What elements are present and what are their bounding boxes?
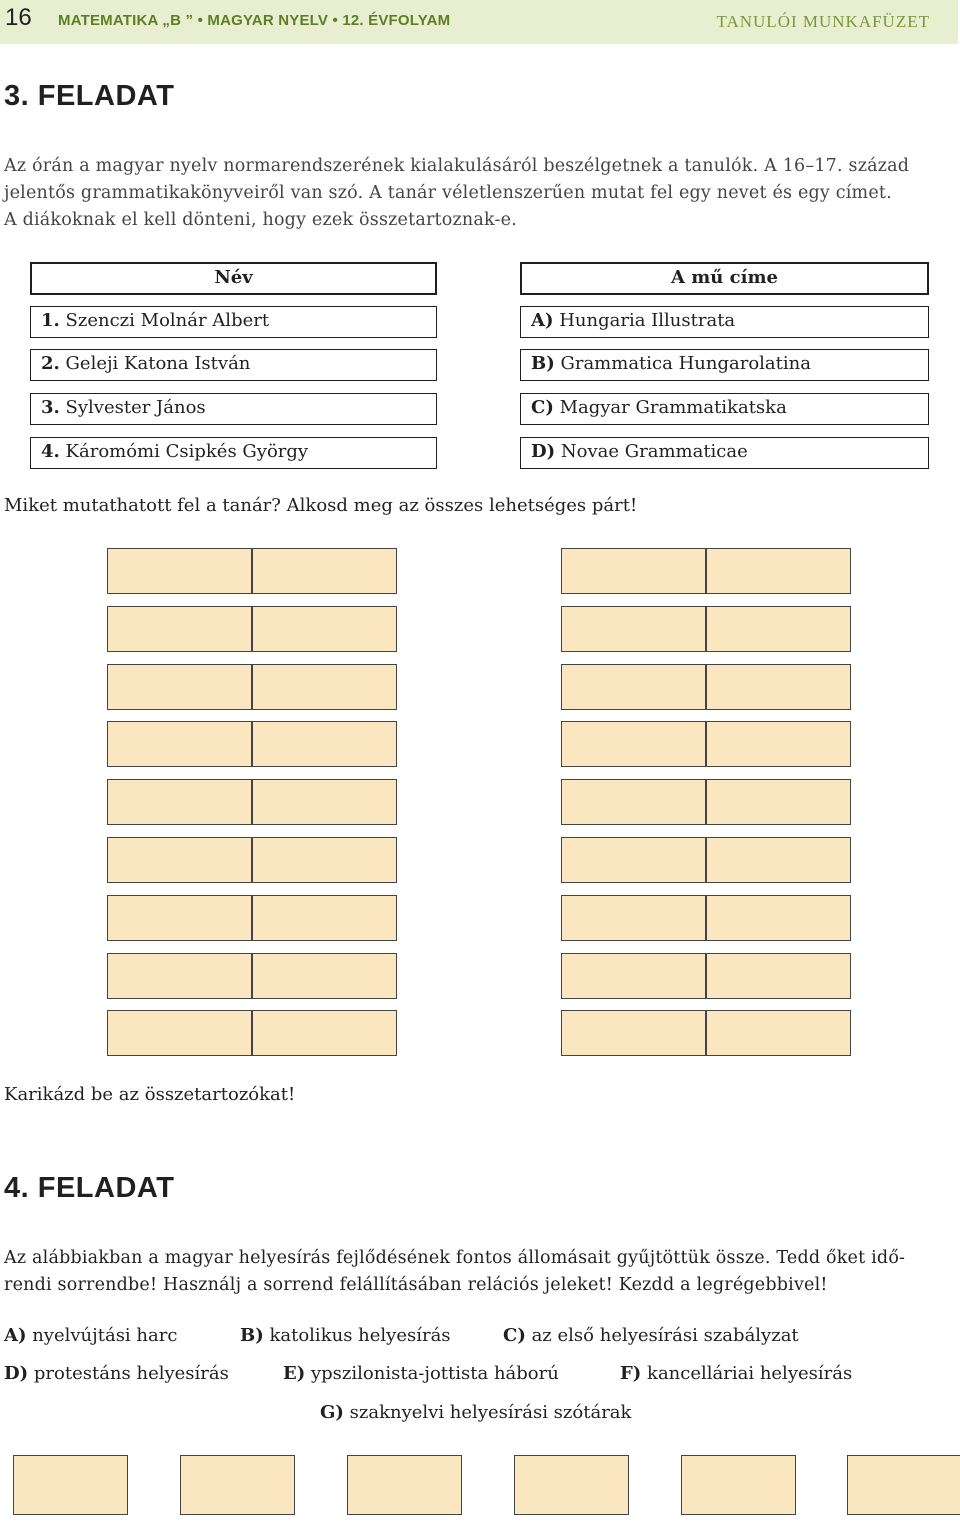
- pair-row: [561, 1010, 852, 1056]
- pair-title-cell[interactable]: [252, 953, 397, 999]
- pair-name-cell[interactable]: [107, 895, 252, 941]
- pair-title-cell[interactable]: [706, 779, 851, 825]
- task3-intro-line-2: jelentős grammatikakönyveiről van szó. A tanár véletlenszerűen mutat fel egy nevet és egy címet.: [4, 183, 892, 203]
- pair-title-cell[interactable]: [706, 664, 851, 710]
- pair-title-cell[interactable]: [252, 1010, 397, 1056]
- name-item: 3. Sylvester János: [30, 393, 437, 425]
- pair-name-cell[interactable]: [561, 779, 706, 825]
- pair-name-cell[interactable]: [107, 721, 252, 767]
- option-g: G) szaknyelvi helyesírási szótárak: [320, 1402, 632, 1423]
- pair-title-cell[interactable]: [252, 606, 397, 652]
- pair-row: [107, 721, 398, 767]
- pair-title-cell[interactable]: [706, 721, 851, 767]
- pair-title-cell[interactable]: [706, 1010, 851, 1056]
- pair-name-cell[interactable]: [561, 837, 706, 883]
- order-answer-box[interactable]: [180, 1455, 295, 1515]
- title-item: D) Novae Grammaticae: [520, 437, 929, 469]
- pair-name-cell[interactable]: [561, 721, 706, 767]
- pair-title-cell[interactable]: [706, 606, 851, 652]
- pair-name-cell[interactable]: [107, 953, 252, 999]
- pair-title-cell[interactable]: [706, 548, 851, 594]
- pair-title-cell[interactable]: [252, 548, 397, 594]
- pair-title-cell[interactable]: [252, 895, 397, 941]
- pair-name-cell[interactable]: [107, 664, 252, 710]
- name-item: 1. Szenczi Molnár Albert: [30, 306, 437, 338]
- pair-row: [107, 895, 398, 941]
- option-b: B) katolikus helyesírás: [240, 1325, 451, 1346]
- task3-intro-line-3: A diákoknak el kell dönteni, hogy ezek összetartoznak-e.: [4, 210, 517, 230]
- titles-header: A mű címe: [520, 262, 929, 295]
- pair-name-cell[interactable]: [561, 953, 706, 999]
- task3-circle-instruction: Karikázd be az összetartozókat!: [4, 1084, 296, 1105]
- pair-row: [107, 606, 398, 652]
- pair-name-cell[interactable]: [107, 606, 252, 652]
- pair-name-cell[interactable]: [561, 548, 706, 594]
- task3-question: Miket mutathatott fel a tanár? Alkosd meg az összes lehetséges párt!: [4, 495, 638, 516]
- option-d: D) protestáns helyesírás: [4, 1363, 229, 1384]
- title-item: C) Magyar Grammatikatska: [520, 393, 929, 425]
- pair-name-cell[interactable]: [561, 895, 706, 941]
- pair-title-cell[interactable]: [252, 779, 397, 825]
- pair-name-cell[interactable]: [561, 1010, 706, 1056]
- option-e: E) ypszilonista-jottista háború: [283, 1363, 559, 1384]
- option-f: F) kancelláriai helyesírás: [620, 1363, 853, 1384]
- pair-title-cell[interactable]: [706, 837, 851, 883]
- pair-title-cell[interactable]: [252, 837, 397, 883]
- task4-intro-line-2: rendi sorrendbe! Használj a sorrend felállításában relációs jeleket! Kezdd a legrégebbivel!: [4, 1275, 828, 1295]
- pair-name-cell[interactable]: [561, 664, 706, 710]
- task4-title: 4. FELADAT: [4, 1172, 175, 1204]
- page-number: 16: [5, 4, 32, 31]
- task4-intro-line-1: Az alábbiakban a magyar helyesírás fejlődésének fontos állomásait gyűjtöttük össze. Tedd őket idő-: [4, 1248, 906, 1268]
- pair-title-cell[interactable]: [252, 664, 397, 710]
- title-item: B) Grammatica Hungarolatina: [520, 349, 929, 381]
- pair-row: [561, 664, 852, 710]
- pair-name-cell[interactable]: [107, 548, 252, 594]
- pair-row: [107, 779, 398, 825]
- pair-name-cell[interactable]: [107, 779, 252, 825]
- pair-row: [107, 664, 398, 710]
- pair-name-cell[interactable]: [107, 837, 252, 883]
- pair-row: [561, 895, 852, 941]
- order-answer-box[interactable]: [514, 1455, 629, 1515]
- pair-name-cell[interactable]: [561, 606, 706, 652]
- order-answer-box[interactable]: [847, 1455, 960, 1515]
- name-item: 2. Geleji Katona István: [30, 349, 437, 381]
- order-answer-box[interactable]: [681, 1455, 796, 1515]
- option-c: C) az első helyesírási szabályzat: [503, 1325, 799, 1346]
- option-a: A) nyelvújtási harc: [4, 1325, 178, 1346]
- pair-row: [561, 721, 852, 767]
- order-answer-box[interactable]: [347, 1455, 462, 1515]
- task3-title: 3. FELADAT: [4, 80, 175, 112]
- header-subject-title: MATEMATIKA „B ” • MAGYAR NYELV • 12. ÉVFOLYAM: [58, 12, 451, 29]
- pair-title-cell[interactable]: [706, 953, 851, 999]
- pair-row: [561, 953, 852, 999]
- pair-row: [107, 548, 398, 594]
- pair-name-cell[interactable]: [107, 1010, 252, 1056]
- pair-row: [561, 837, 852, 883]
- pair-title-cell[interactable]: [252, 721, 397, 767]
- title-item: A) Hungaria Illustrata: [520, 306, 929, 338]
- task3-intro-line-1: Az órán a magyar nyelv normarendszerének kialakulásáról beszélgetnek a tanulók. A 16–17. század: [4, 156, 910, 176]
- pair-row: [561, 779, 852, 825]
- pair-row: [561, 606, 852, 652]
- name-item: 4. Káromómi Csipkés György: [30, 437, 437, 469]
- order-answer-box[interactable]: [13, 1455, 128, 1515]
- pair-row: [107, 837, 398, 883]
- header-workbook-title: TANULÓI MUNKAFÜZET: [716, 12, 930, 31]
- pair-row: [107, 953, 398, 999]
- pair-row: [107, 1010, 398, 1056]
- pair-row: [561, 548, 852, 594]
- pair-title-cell[interactable]: [706, 895, 851, 941]
- names-header: Név: [30, 262, 437, 295]
